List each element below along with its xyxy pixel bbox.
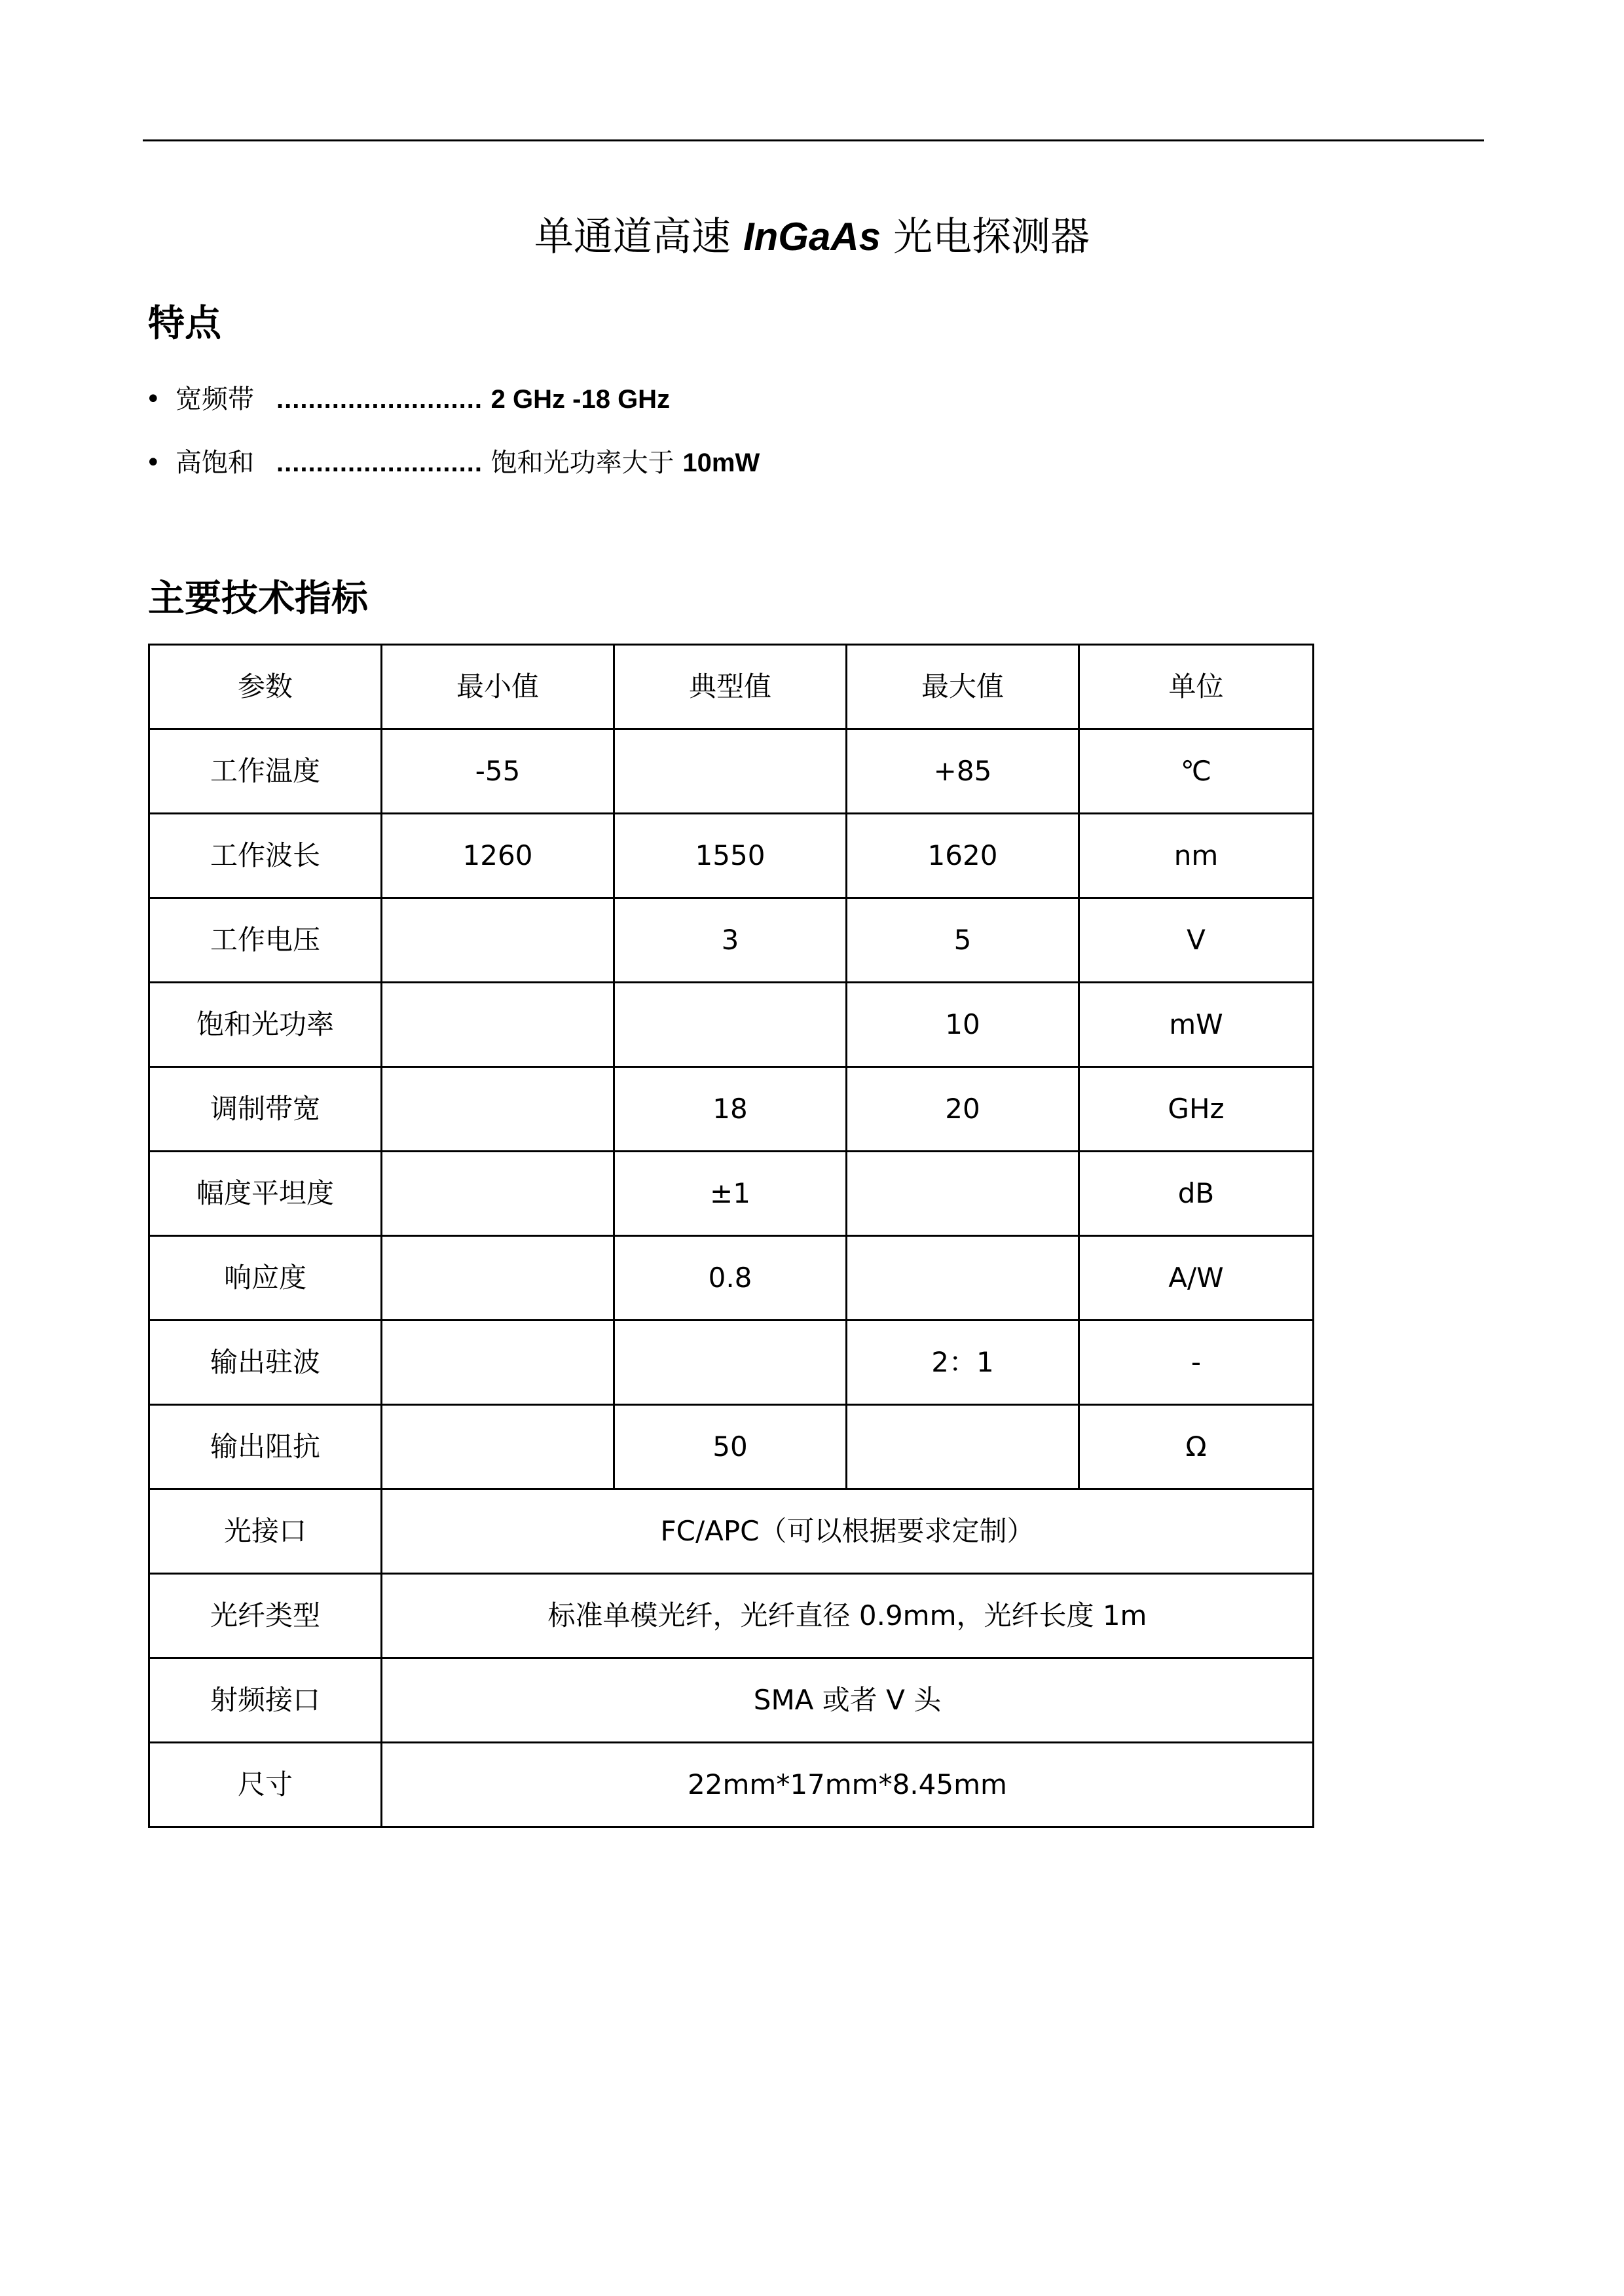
feature-label: 高饱和 (175, 448, 254, 478)
table-cell: 50 (614, 1405, 847, 1489)
bullet: • (145, 448, 161, 478)
table-cell (382, 1067, 614, 1152)
table-cell: 调制带宽 (149, 1067, 382, 1152)
feature-value-bold: 2 GHz -18 GHz (490, 385, 671, 414)
table-cell: 饱和光功率 (149, 983, 382, 1067)
table-cell: 5 (847, 898, 1079, 983)
table-header-row (149, 645, 1314, 729)
table-cell: 尺寸 (149, 1743, 382, 1827)
table-row (149, 983, 1314, 1067)
table-cell: 1260 (382, 814, 614, 898)
leader-dots: .......................... (276, 448, 483, 477)
table-cell-merged: FC/APC（可以根据要求定制） (382, 1489, 1314, 1574)
table-cell: 光纤类型 (149, 1574, 382, 1658)
table-row (149, 898, 1314, 983)
header-cell: 最小值 (382, 645, 614, 729)
table-row-merged (149, 1489, 1314, 1574)
table-row (149, 1236, 1314, 1321)
feature-item-bandwidth (145, 381, 670, 418)
title-part-2: 光电探测器 (881, 214, 1090, 260)
table-cell: 2：1 (847, 1321, 1079, 1405)
table-cell (382, 898, 614, 983)
table-cell (847, 1236, 1079, 1321)
feature-item-saturation (145, 445, 760, 481)
header-cell: 最大值 (847, 645, 1079, 729)
table-cell: ℃ (1079, 729, 1314, 814)
document-title (0, 211, 1624, 263)
table-cell: 工作温度 (149, 729, 382, 814)
table-cell-merged: 22mm*17mm*8.45mm (382, 1743, 1314, 1827)
table-cell (847, 1405, 1079, 1489)
table-cell (847, 1152, 1079, 1236)
table-cell: 光接口 (149, 1489, 382, 1574)
spec-table (148, 644, 1314, 1828)
table-cell-merged: SMA 或者 V 头 (382, 1658, 1314, 1743)
table-row (149, 729, 1314, 814)
table-cell: - (1079, 1321, 1314, 1405)
feature-value-text: 饱和光功率大于 (482, 448, 683, 478)
table-cell (614, 1321, 847, 1405)
feature-label: 宽频带 (175, 384, 254, 414)
table-cell: 输出驻波 (149, 1321, 382, 1405)
feature-value-text (483, 384, 491, 414)
table-row (149, 1152, 1314, 1236)
features-heading: 特点 (148, 302, 221, 345)
table-cell: A/W (1079, 1236, 1314, 1321)
table-cell: +85 (847, 729, 1079, 814)
table-cell (382, 1152, 614, 1236)
header-rule (143, 139, 1484, 141)
table-cell-merged: 标准单模光纤，光纤直径 0.9mm，光纤长度 1m (382, 1574, 1314, 1658)
table-row-merged (149, 1658, 1314, 1743)
feature-value-bold: 10mW (682, 448, 760, 477)
table-cell: 10 (847, 983, 1079, 1067)
header-cell: 单位 (1079, 645, 1314, 729)
table-cell: mW (1079, 983, 1314, 1067)
table-cell: GHz (1079, 1067, 1314, 1152)
table-cell (614, 729, 847, 814)
specs-heading: 主要技术指标 (148, 577, 368, 620)
table-cell: 18 (614, 1067, 847, 1152)
table-cell (614, 983, 847, 1067)
table-cell: 3 (614, 898, 847, 983)
table-cell: 1620 (847, 814, 1079, 898)
table-cell: ±1 (614, 1152, 847, 1236)
table-cell (382, 1405, 614, 1489)
table-cell: 射频接口 (149, 1658, 382, 1743)
table-row (149, 1405, 1314, 1489)
table-cell: 响应度 (149, 1236, 382, 1321)
header-cell: 参数 (149, 645, 382, 729)
table-row (149, 1067, 1314, 1152)
table-cell: dB (1079, 1152, 1314, 1236)
table-row (149, 814, 1314, 898)
table-row-merged (149, 1743, 1314, 1827)
table-row (149, 1321, 1314, 1405)
title-part-1: 单通道高速 (534, 214, 743, 260)
table-cell: 20 (847, 1067, 1079, 1152)
table-cell (382, 983, 614, 1067)
table-cell (382, 1321, 614, 1405)
table-cell: 工作电压 (149, 898, 382, 983)
leader-dots: .......................... (276, 385, 483, 414)
table-cell: nm (1079, 814, 1314, 898)
title-emphasis: InGaAs (743, 215, 881, 259)
table-cell: 输出阻抗 (149, 1405, 382, 1489)
table-cell: Ω (1079, 1405, 1314, 1489)
table-cell: V (1079, 898, 1314, 983)
bullet: • (145, 384, 161, 414)
table-cell: 幅度平坦度 (149, 1152, 382, 1236)
table-cell: 1550 (614, 814, 847, 898)
table-row-merged (149, 1574, 1314, 1658)
header-cell: 典型值 (614, 645, 847, 729)
table-cell: 工作波长 (149, 814, 382, 898)
table-cell: 0.8 (614, 1236, 847, 1321)
table-cell (382, 1236, 614, 1321)
table-cell: -55 (382, 729, 614, 814)
